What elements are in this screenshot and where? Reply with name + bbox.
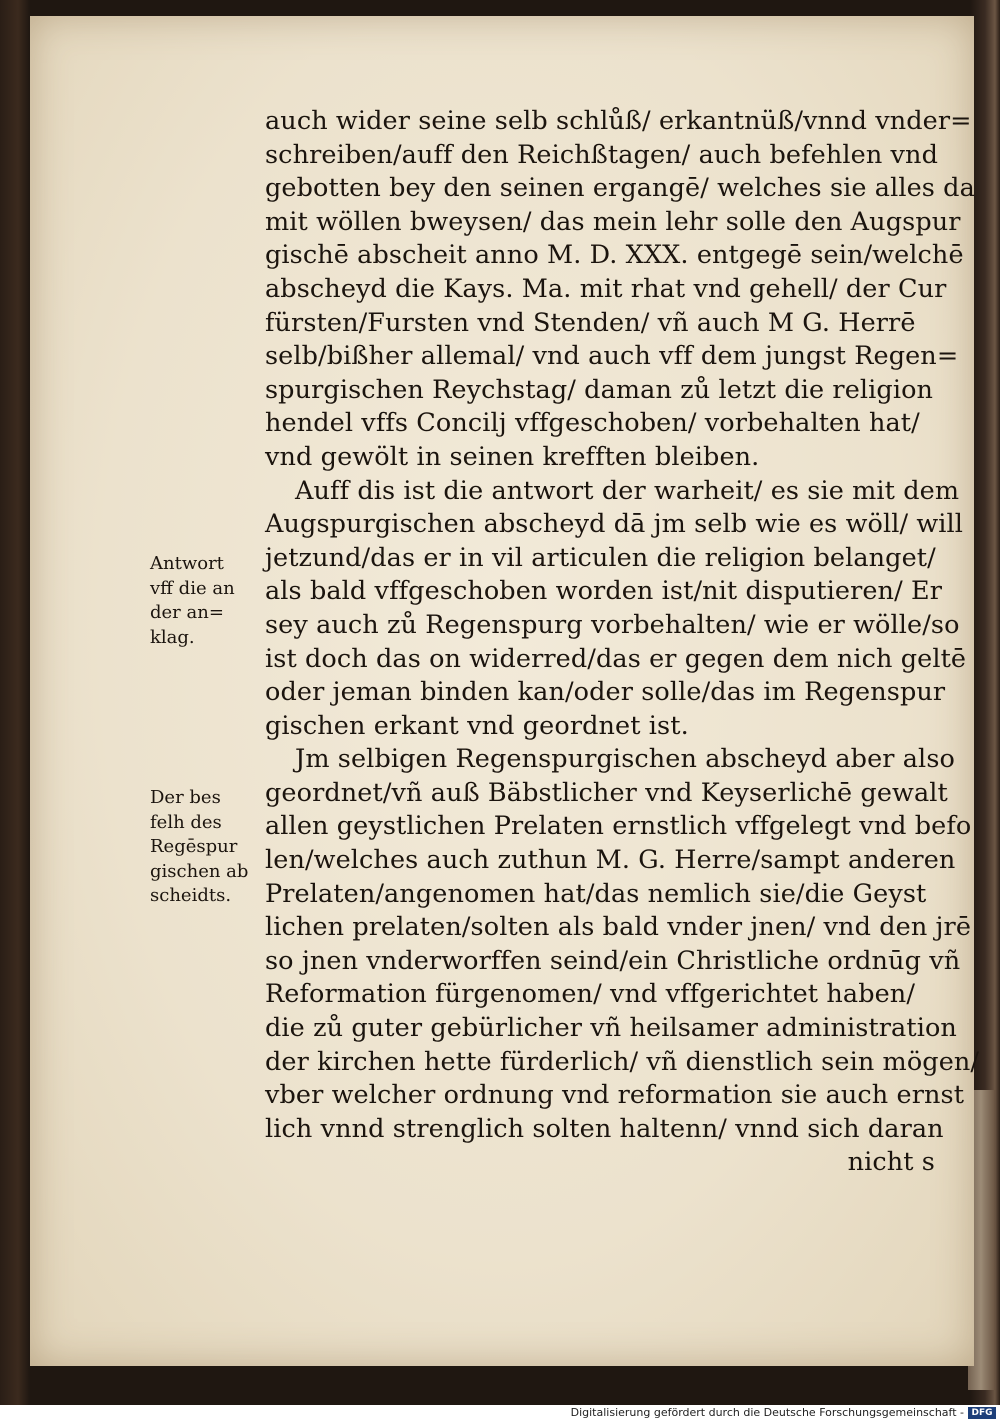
margin-note-line: gischen ab xyxy=(150,860,249,882)
margin-note-line: der an= xyxy=(150,602,224,623)
text-line: Augspurgischen abscheyd dā jm selb wie es wöll/ will xyxy=(265,509,964,540)
text-line: spurgischen Reychstag/ daman zů letzt die religion xyxy=(265,374,934,405)
text-line: mit wöllen bweysen/ das mein lehr solle den Augspur xyxy=(265,206,961,237)
margin-note-line: Der bes xyxy=(150,787,221,808)
margin-note-line: klag. xyxy=(150,626,195,648)
margin-note-line: scheidts. xyxy=(150,885,232,906)
text-line: len/welches auch zuthun M. G. Herre/sampt anderen xyxy=(265,845,956,876)
text-line: gischē abscheit anno M. D. XXX. entgegē sein/welchē xyxy=(265,240,964,271)
margin-note-line: felh des xyxy=(150,811,222,833)
text-line: sey auch zů Regenspurg vorbehalten/ wie er wölle/so xyxy=(265,609,960,640)
text-line: jetzund/das er in vil articulen die religion belanget/ xyxy=(265,542,936,573)
paragraph-start-line: Jm selbigen Regenspurgischen abscheyd aber also xyxy=(295,744,955,775)
text-line: der kirchen hette fürderlich/ vñ dienstlich sein mögen/ xyxy=(265,1046,980,1077)
text-line: auch wider seine selb schlůß/ erkantnüß/vnnd vnder= xyxy=(265,106,972,136)
margin-note-antwort xyxy=(150,552,262,650)
margin-note-line: Regēspur xyxy=(150,836,238,857)
text-line: oder jeman binden kan/oder solle/das im Regenspur xyxy=(265,677,946,708)
text-line: geordnet/vñ auß Bäbstlicher vnd Keyserlichē gewalt xyxy=(265,777,948,808)
text-line: lich vnnd strenglich solten haltenn/ vnnd sich daran xyxy=(265,1113,944,1144)
text-line: Reformation fürgenomen/ vnd vffgerichtet haben/ xyxy=(265,979,916,1010)
footer-bar xyxy=(0,1405,1000,1421)
text-line: vnd gewölt in seinen krefften bleiben. xyxy=(265,441,760,472)
text-line: gebotten bey den seinen ergangē/ welches sie alles da xyxy=(265,173,975,204)
text-line: so jnen vnderworffen seind/ein Christliche ordnūg vñ xyxy=(265,945,961,976)
text-line: selb/bißher allemal/ vnd auch vff dem jungst Regen= xyxy=(265,341,959,372)
text-line: vber welcher ordnung vnd reformation sie auch ernst xyxy=(265,1080,965,1111)
funding-notice: Digitalisierung gefördert durch die Deutsche Forschungsgemeinschaft - xyxy=(570,1406,964,1419)
main-text-block xyxy=(265,105,980,1180)
text-line: abscheyd die Kays. Ma. mit rhat vnd gehell/ der Cur xyxy=(265,273,947,304)
text-line: die zů guter gebürlicher vñ heilsamer administration xyxy=(265,1013,957,1044)
margin-note-line: Antwort xyxy=(150,553,224,574)
text-line: ist doch das on widerred/das er gegen dem nich geltē xyxy=(265,643,967,674)
text-line: fürsten/Fursten vnd Stenden/ vñ auch M G. Herrē xyxy=(265,307,916,338)
text-line: lichen prelaten/solten als bald vnder jnen/ vnd den jrē xyxy=(265,912,972,943)
margin-note-befelh xyxy=(150,786,262,909)
paragraph-start-line: Auff dis ist die antwort der warheit/ es sie mit dem xyxy=(295,475,960,506)
text-line: Prelaten/angenomen hat/das nemlich sie/die Geyst xyxy=(265,878,927,909)
text-line: allen geystlichen Prelaten ernstlich vffgelegt vnd befo xyxy=(265,811,972,842)
margin-note-line: vff die an xyxy=(150,577,235,599)
text-line: hendel vffs Concilj vffgeschoben/ vorbehalten hat/ xyxy=(265,408,920,439)
text-line: als bald vffgeschoben worden ist/nit disputieren/ Er xyxy=(265,576,942,607)
catchword: nicht s xyxy=(847,1147,935,1178)
text-line: gischen erkant vnd geordnet ist. xyxy=(265,710,689,741)
dfg-logo-icon: DFG xyxy=(968,1407,996,1419)
text-line: schreiben/auff den Reichßtagen/ auch befehlen vnd xyxy=(265,139,939,170)
